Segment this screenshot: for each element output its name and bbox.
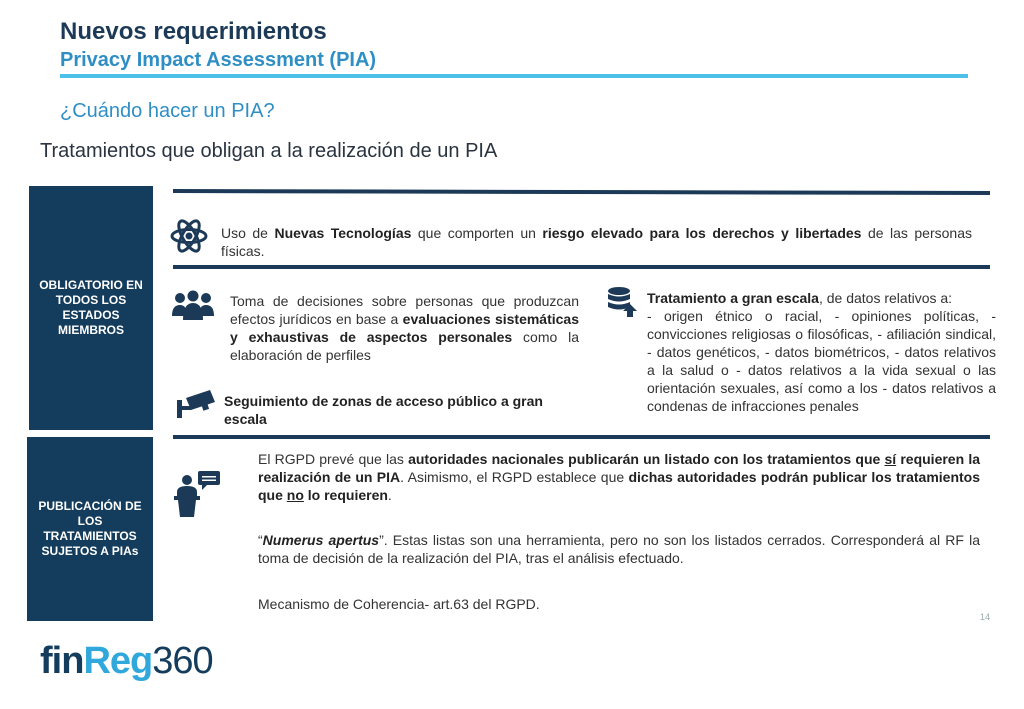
tech-text: Uso de Nuevas Tecnologías que comporten un riesgo elevado para los derechos y libertades de las personas físicas. (221, 225, 972, 259)
question-heading: ¿Cuándo hacer un PIA? (60, 100, 275, 122)
title-underline (60, 74, 968, 78)
publication-paragraph-2: “Numerus apertus”. Estas listas son una herramienta, pero no son los listados cerrados. Corresponderá al RF la toma de decisión de la realización del PIA, tras el análisis efectuado. (258, 532, 980, 566)
page-number: 14 (980, 612, 991, 622)
section-heading: Tratamientos que obligan a la realización de un PIA (40, 140, 498, 162)
surveillance-text: Seguimiento de zonas de acceso público a gran escala (224, 393, 543, 427)
page-subtitle: Privacy Impact Assessment (PIA) (60, 49, 377, 71)
cctv-camera-icon (176, 388, 216, 420)
finreg360-logo: finReg360 (40, 640, 213, 682)
page-title: Nuevos requerimientos (60, 18, 327, 45)
divider-bottom (173, 435, 990, 439)
divider-top (173, 189, 990, 195)
atom-icon (170, 218, 208, 254)
mandatory-box-label: OBLIGATORIO EN TODOS LOS ESTADOS MIEMBROS (39, 278, 143, 337)
publication-paragraph-1: El RGPD prevé que las autoridades nacionales publicarán un listado con los tratamientos que sí requieren la realización de un PIA. Asimismo, el RGPD establece que dichas autoridades podrán publicar los tratamientos que no lo requieren. (258, 451, 981, 503)
decisions-text: Toma de decisiones sobre personas que produzcan efectos jurídicos en base a evaluaciones sistemáticas y exhaustivas de aspectos personales como la elaboración de perfiles (230, 293, 579, 363)
people-group-icon (172, 290, 214, 320)
mandatory-box (29, 186, 153, 430)
database-upload-icon (606, 286, 638, 318)
publication-paragraph-3: Mecanismo de Coherencia- art.63 del RGPD. (258, 596, 540, 612)
publication-box-label: PUBLICACIÓN DE LOS TRATAMIENTOS SUJETOS A PIAs (38, 499, 142, 558)
large-scale-text: Tratamiento a gran escala, de datos relativos a: - origen étnico o racial, - opiniones políticas, - convicciones religiosas o filosóficas, - afiliación sindical, - datos genéticos, - datos biométricos, - datos relativos a la salud o - datos relativos a la vida sexual o las orientación sexuales, así como a los - datos relativos a condenas de infracciones penales (647, 290, 996, 414)
publication-box (27, 437, 153, 621)
divider-middle (173, 265, 990, 269)
speaker-podium-icon (172, 470, 224, 518)
